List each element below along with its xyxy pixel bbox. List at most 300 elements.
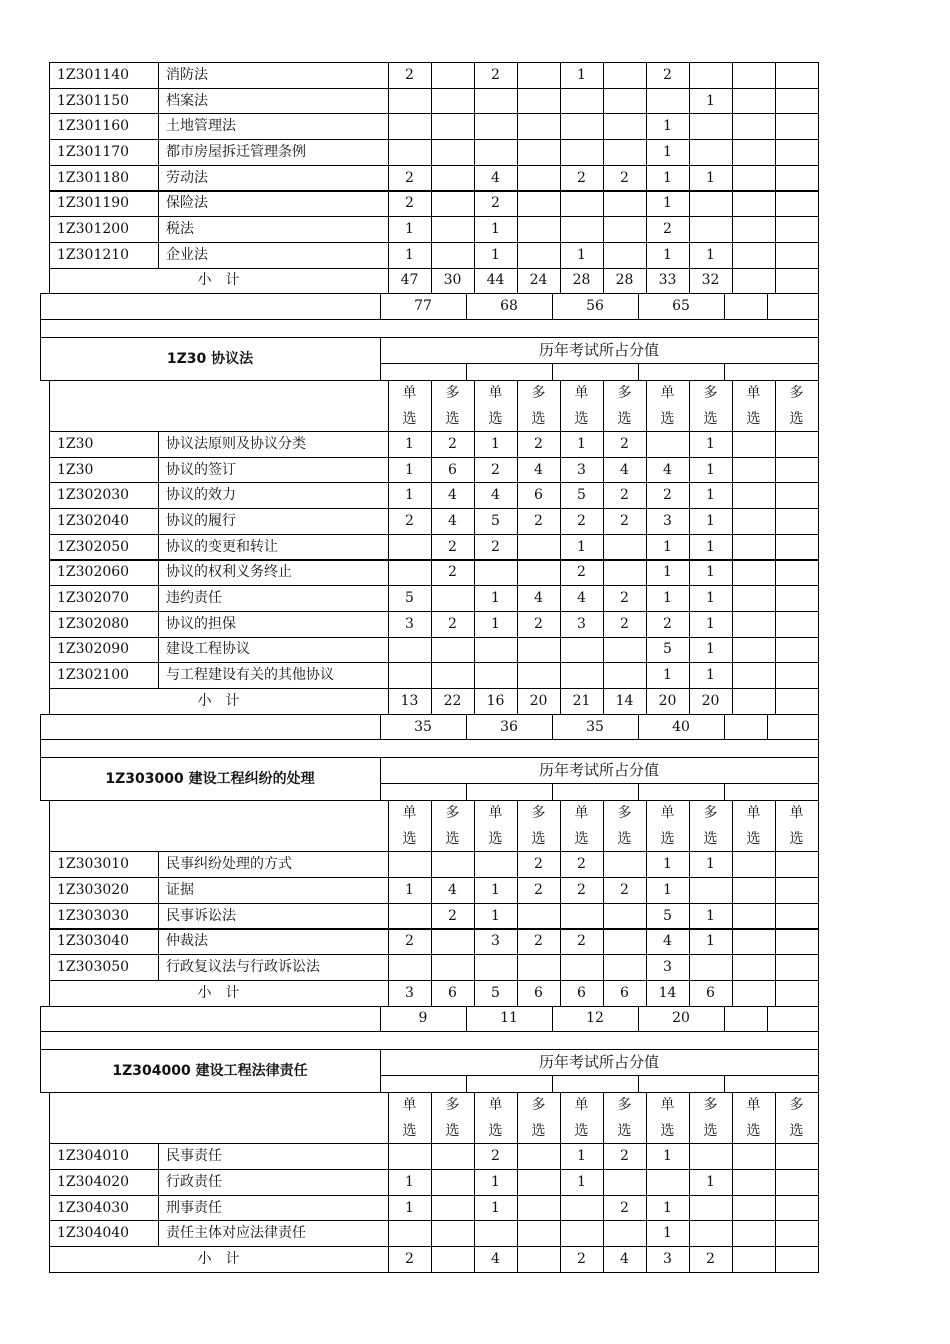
question-kind: 单 选 (402, 1096, 417, 1139)
subheader-cell (724, 363, 819, 381)
item-value (689, 877, 732, 903)
question-kind: 单 选 (789, 804, 804, 847)
item-value (517, 1143, 560, 1169)
item-value (517, 113, 560, 139)
spacer-row (40, 1031, 819, 1050)
item-value (560, 113, 603, 139)
item-value (560, 1220, 603, 1246)
year-total: 65 (672, 298, 690, 315)
item-value (732, 191, 775, 217)
item-value (388, 662, 431, 688)
subtotal-value: 33 (658, 272, 677, 289)
item-value (388, 88, 431, 114)
item-value: 1 (663, 1199, 672, 1216)
subtotal-value: 6 (448, 984, 457, 1001)
item-name: 违约责任 (166, 590, 222, 607)
question-kind: 单 选 (402, 384, 417, 427)
item-value: 1 (663, 169, 672, 186)
item-value (732, 165, 775, 191)
item-name: 协议法原则及协议分类 (166, 435, 306, 452)
item-value: 1 (706, 92, 715, 109)
item-value: 2 (577, 856, 586, 873)
item-code: 1Z301160 (57, 118, 130, 135)
subtotal-value: 28 (572, 272, 591, 289)
item-value (603, 62, 646, 88)
item-value (560, 954, 603, 980)
year-total: 77 (414, 298, 432, 315)
item-value (388, 954, 431, 980)
item-value: 6 (448, 461, 457, 478)
subtotal-value: 6 (577, 984, 586, 1001)
question-kind: 多 选 (531, 384, 546, 427)
kinds-label-cell (49, 1092, 389, 1144)
item-value (560, 216, 603, 242)
item-value (603, 851, 646, 877)
item-value (732, 508, 775, 534)
item-value: 4 (663, 461, 672, 478)
item-value (603, 903, 646, 929)
section-header: 历年考试所占分值 (538, 760, 659, 779)
item-value (474, 1220, 517, 1246)
item-code: 1Z303050 (57, 959, 130, 976)
item-value: 2 (491, 538, 500, 555)
subtotal-value (431, 1246, 474, 1272)
item-value (431, 62, 474, 88)
item-value (689, 954, 732, 980)
question-kind: 多 选 (445, 384, 460, 427)
item-value (732, 216, 775, 242)
totals-blank-cell (40, 714, 381, 741)
item-name: 仲裁法 (166, 933, 208, 950)
item-value (431, 1143, 474, 1169)
item-value: 2 (620, 615, 629, 632)
item-value: 1 (663, 246, 672, 263)
year-total (724, 293, 767, 319)
question-kind: 多 选 (531, 1096, 546, 1139)
item-value: 2 (534, 881, 543, 898)
item-value: 1 (706, 246, 715, 263)
item-value: 1 (405, 461, 414, 478)
item-value: 1 (491, 221, 500, 238)
subtotal-value: 30 (443, 272, 462, 289)
item-value (388, 113, 431, 139)
item-value: 5 (491, 512, 500, 529)
question-kind: 多 选 (703, 384, 718, 427)
year-total: 11 (500, 1010, 518, 1027)
item-value: 1 (706, 615, 715, 632)
subtotal-value: 4 (620, 1250, 629, 1267)
item-value (775, 1195, 818, 1221)
item-value (775, 216, 818, 242)
item-value: 1 (491, 1199, 500, 1216)
item-value: 2 (620, 1199, 629, 1216)
item-name: 证据 (166, 881, 194, 898)
item-code: 1Z302100 (57, 667, 130, 684)
subtotal-value: 5 (491, 984, 500, 1001)
item-value (732, 662, 775, 688)
item-value (732, 611, 775, 637)
item-value: 1 (491, 246, 500, 263)
item-value (732, 929, 775, 955)
item-value: 2 (491, 195, 500, 212)
item-value (517, 242, 560, 268)
item-value (775, 1169, 818, 1195)
totals-blank-cell (40, 293, 381, 320)
item-value: 1 (706, 641, 715, 658)
spacer-row (40, 319, 819, 338)
item-value: 1 (491, 907, 500, 924)
item-value (517, 165, 560, 191)
item-code: 1Z303030 (57, 907, 130, 924)
item-value: 2 (577, 512, 586, 529)
item-value (775, 191, 818, 217)
item-value: 4 (491, 487, 500, 504)
item-value (431, 88, 474, 114)
item-value: 2 (620, 881, 629, 898)
year-total: 56 (586, 298, 604, 315)
item-code: 1Z30 (57, 435, 94, 452)
subtotal-value: 21 (572, 692, 591, 709)
subheader-cell (380, 783, 467, 801)
item-value (431, 216, 474, 242)
item-value (603, 191, 646, 217)
subtotal-value: 6 (706, 984, 715, 1001)
item-value (388, 903, 431, 929)
item-code: 1Z304030 (57, 1199, 130, 1216)
year-total: 35 (586, 718, 604, 735)
item-name: 协议的权利义务终止 (166, 564, 292, 581)
item-value: 2 (448, 538, 457, 555)
subtotal-value: 6 (620, 984, 629, 1001)
item-value (517, 662, 560, 688)
subtotal-value (732, 980, 775, 1006)
item-value: 5 (405, 590, 414, 607)
item-name: 协议的担保 (166, 615, 236, 632)
year-total (724, 714, 767, 740)
question-kind: 单 选 (574, 804, 589, 847)
subtotal-value (732, 1246, 775, 1272)
item-value: 1 (706, 487, 715, 504)
subheader-cell (552, 363, 639, 381)
item-value (517, 637, 560, 663)
item-value: 2 (405, 512, 414, 529)
item-value: 1 (577, 1173, 586, 1190)
item-value (560, 903, 603, 929)
item-value (732, 139, 775, 165)
item-value: 1 (663, 118, 672, 135)
item-value (689, 113, 732, 139)
item-value: 2 (620, 1148, 629, 1165)
item-value: 1 (577, 435, 586, 452)
subheader-cell (724, 1075, 819, 1093)
item-value: 1 (405, 221, 414, 238)
question-kind: 多 选 (531, 804, 546, 847)
item-value: 2 (448, 615, 457, 632)
item-value (474, 637, 517, 663)
totals-blank-cell (40, 1006, 381, 1033)
item-value (775, 457, 818, 483)
subtotal-label: 小 计 (197, 272, 240, 289)
item-name: 建设工程协议 (166, 641, 250, 658)
item-value (689, 139, 732, 165)
item-value (603, 139, 646, 165)
subtotal-value: 3 (405, 984, 414, 1001)
item-value: 2 (405, 169, 414, 186)
item-code: 1Z302060 (57, 564, 130, 581)
item-value: 2 (405, 66, 414, 83)
item-name: 保险法 (166, 195, 208, 212)
item-value (775, 585, 818, 611)
subtotal-label: 小 计 (197, 692, 240, 709)
item-value: 1 (405, 246, 414, 263)
item-value: 1 (577, 66, 586, 83)
item-value (732, 1169, 775, 1195)
section-title: 1Z303000 建设工程纠纷的处理 (105, 770, 315, 787)
item-value: 2 (620, 435, 629, 452)
item-value: 1 (491, 1173, 500, 1190)
subheader-cell (466, 363, 553, 381)
item-value (431, 139, 474, 165)
item-value: 2 (405, 933, 414, 950)
question-kind: 单 选 (402, 804, 417, 847)
item-value (775, 242, 818, 268)
item-value (732, 585, 775, 611)
item-value (560, 662, 603, 688)
item-value (560, 1195, 603, 1221)
item-code: 1Z304020 (57, 1173, 130, 1190)
item-value: 1 (491, 435, 500, 452)
item-code: 1Z301140 (57, 66, 130, 83)
item-value: 1 (706, 169, 715, 186)
item-value (517, 560, 560, 586)
item-value (474, 662, 517, 688)
subtotal-label: 小 计 (197, 984, 240, 1001)
subtotal-value (775, 688, 818, 714)
item-value: 2 (491, 461, 500, 478)
question-kind: 单 选 (488, 804, 503, 847)
question-kind: 多 选 (617, 1096, 632, 1139)
item-value (474, 88, 517, 114)
subtotal-value: 47 (400, 272, 419, 289)
item-value (775, 139, 818, 165)
section-header: 历年考试所占分值 (538, 1052, 659, 1071)
subheader-cell (380, 1075, 467, 1093)
item-code: 1Z304010 (57, 1148, 130, 1165)
item-code: 1Z302030 (57, 487, 130, 504)
item-value: 2 (534, 435, 543, 452)
item-code: 1Z301170 (57, 143, 130, 160)
question-kind: 单 选 (660, 804, 675, 847)
item-value: 5 (663, 907, 672, 924)
kinds-label-cell (49, 380, 389, 432)
item-value: 2 (620, 169, 629, 186)
item-value (732, 482, 775, 508)
item-value: 2 (405, 195, 414, 212)
item-value (775, 851, 818, 877)
item-value (732, 877, 775, 903)
question-kind: 多 选 (703, 804, 718, 847)
subheader-cell (724, 783, 819, 801)
item-value (603, 1169, 646, 1195)
item-value: 2 (663, 487, 672, 504)
question-kind: 多 选 (789, 1096, 804, 1139)
item-value (388, 1220, 431, 1246)
item-value: 3 (577, 615, 586, 632)
item-value (775, 662, 818, 688)
item-value (732, 242, 775, 268)
item-value: 4 (663, 933, 672, 950)
item-value (775, 62, 818, 88)
subtotal-value (732, 688, 775, 714)
subtotal-value: 28 (615, 272, 634, 289)
item-value (388, 637, 431, 663)
item-value (603, 560, 646, 586)
subtotal-value: 44 (486, 272, 505, 289)
item-value (517, 954, 560, 980)
subheader-cell (466, 1075, 553, 1093)
item-name: 行政责任 (166, 1173, 222, 1190)
item-value: 1 (405, 435, 414, 452)
item-value: 1 (577, 246, 586, 263)
year-total: 68 (500, 298, 518, 315)
question-kind: 单 选 (660, 384, 675, 427)
item-value (560, 637, 603, 663)
item-value: 1 (706, 461, 715, 478)
subtotal-value: 20 (529, 692, 548, 709)
subheader-cell (552, 1075, 639, 1093)
subheader-cell (380, 363, 467, 381)
item-value (775, 431, 818, 457)
item-code: 1Z302090 (57, 641, 130, 658)
section-title: 1Z304000 建设工程法律责任 (112, 1062, 308, 1079)
item-value (388, 139, 431, 165)
item-value (388, 560, 431, 586)
item-value (775, 1143, 818, 1169)
blank-cell (767, 293, 819, 320)
item-code: 1Z302070 (57, 590, 130, 607)
item-value (517, 903, 560, 929)
item-value (474, 954, 517, 980)
item-value: 1 (491, 881, 500, 898)
item-value (431, 1220, 474, 1246)
item-value: 1 (663, 590, 672, 607)
item-value (646, 1169, 689, 1195)
item-value (732, 1143, 775, 1169)
item-value: 2 (534, 512, 543, 529)
question-kind: 多 选 (445, 804, 460, 847)
item-value (517, 1169, 560, 1195)
item-name: 企业法 (166, 246, 208, 263)
item-value (689, 191, 732, 217)
item-value (388, 851, 431, 877)
item-value (431, 662, 474, 688)
item-value: 2 (448, 564, 457, 581)
question-kind: 单 选 (660, 1096, 675, 1139)
item-code: 1Z301190 (57, 195, 130, 212)
item-value (517, 139, 560, 165)
item-value: 1 (663, 195, 672, 212)
item-value: 3 (663, 959, 672, 976)
item-value (646, 88, 689, 114)
item-value (603, 113, 646, 139)
item-value (431, 242, 474, 268)
subtotal-value (775, 1246, 818, 1272)
item-value: 5 (663, 641, 672, 658)
item-value: 1 (663, 1225, 672, 1242)
subtotal-value (517, 1246, 560, 1272)
item-value (689, 62, 732, 88)
subtotal-value: 6 (534, 984, 543, 1001)
item-name: 消防法 (166, 66, 208, 83)
item-value: 1 (663, 856, 672, 873)
item-value (732, 534, 775, 560)
item-value: 2 (448, 435, 457, 452)
item-value: 1 (577, 1148, 586, 1165)
item-value: 1 (663, 564, 672, 581)
item-value (646, 431, 689, 457)
item-value: 2 (491, 66, 500, 83)
item-value: 4 (534, 461, 543, 478)
subtotal-value: 4 (491, 1250, 500, 1267)
item-value: 1 (706, 512, 715, 529)
year-total: 9 (418, 1010, 428, 1027)
item-value: 2 (620, 512, 629, 529)
item-value (517, 1195, 560, 1221)
blank-cell (767, 714, 819, 741)
section-header: 历年考试所占分值 (538, 340, 659, 359)
item-value (732, 1195, 775, 1221)
subtotal-value (775, 268, 818, 294)
subtotal-value: 2 (405, 1250, 414, 1267)
subheader-cell (638, 783, 725, 801)
item-value: 3 (577, 461, 586, 478)
item-value: 4 (534, 590, 543, 607)
question-kind: 单 选 (488, 1096, 503, 1139)
item-value: 1 (663, 143, 672, 160)
subtotal-value (732, 268, 775, 294)
item-value: 1 (706, 564, 715, 581)
year-total (724, 1006, 767, 1032)
item-value (603, 662, 646, 688)
item-name: 档案法 (166, 92, 208, 109)
item-value: 1 (405, 1199, 414, 1216)
item-value: 1 (706, 667, 715, 684)
item-value (732, 637, 775, 663)
item-value: 2 (620, 487, 629, 504)
item-code: 1Z301210 (57, 246, 130, 263)
item-value (775, 611, 818, 637)
item-value: 1 (706, 590, 715, 607)
item-name: 民事责任 (166, 1148, 222, 1165)
item-value (474, 113, 517, 139)
item-code: 1Z301200 (57, 221, 130, 238)
subtotal-value: 16 (486, 692, 505, 709)
item-value (775, 877, 818, 903)
item-value: 1 (577, 538, 586, 555)
item-value: 4 (620, 461, 629, 478)
item-value: 1 (706, 907, 715, 924)
item-value: 1 (663, 538, 672, 555)
year-total: 40 (672, 718, 690, 735)
item-value (517, 1220, 560, 1246)
item-value (474, 139, 517, 165)
item-name: 协议的变更和转让 (166, 538, 278, 555)
item-name: 协议的签订 (166, 461, 236, 478)
blank-cell (767, 1006, 819, 1033)
item-value: 2 (491, 1148, 500, 1165)
item-value (431, 113, 474, 139)
year-total: 35 (414, 718, 432, 735)
